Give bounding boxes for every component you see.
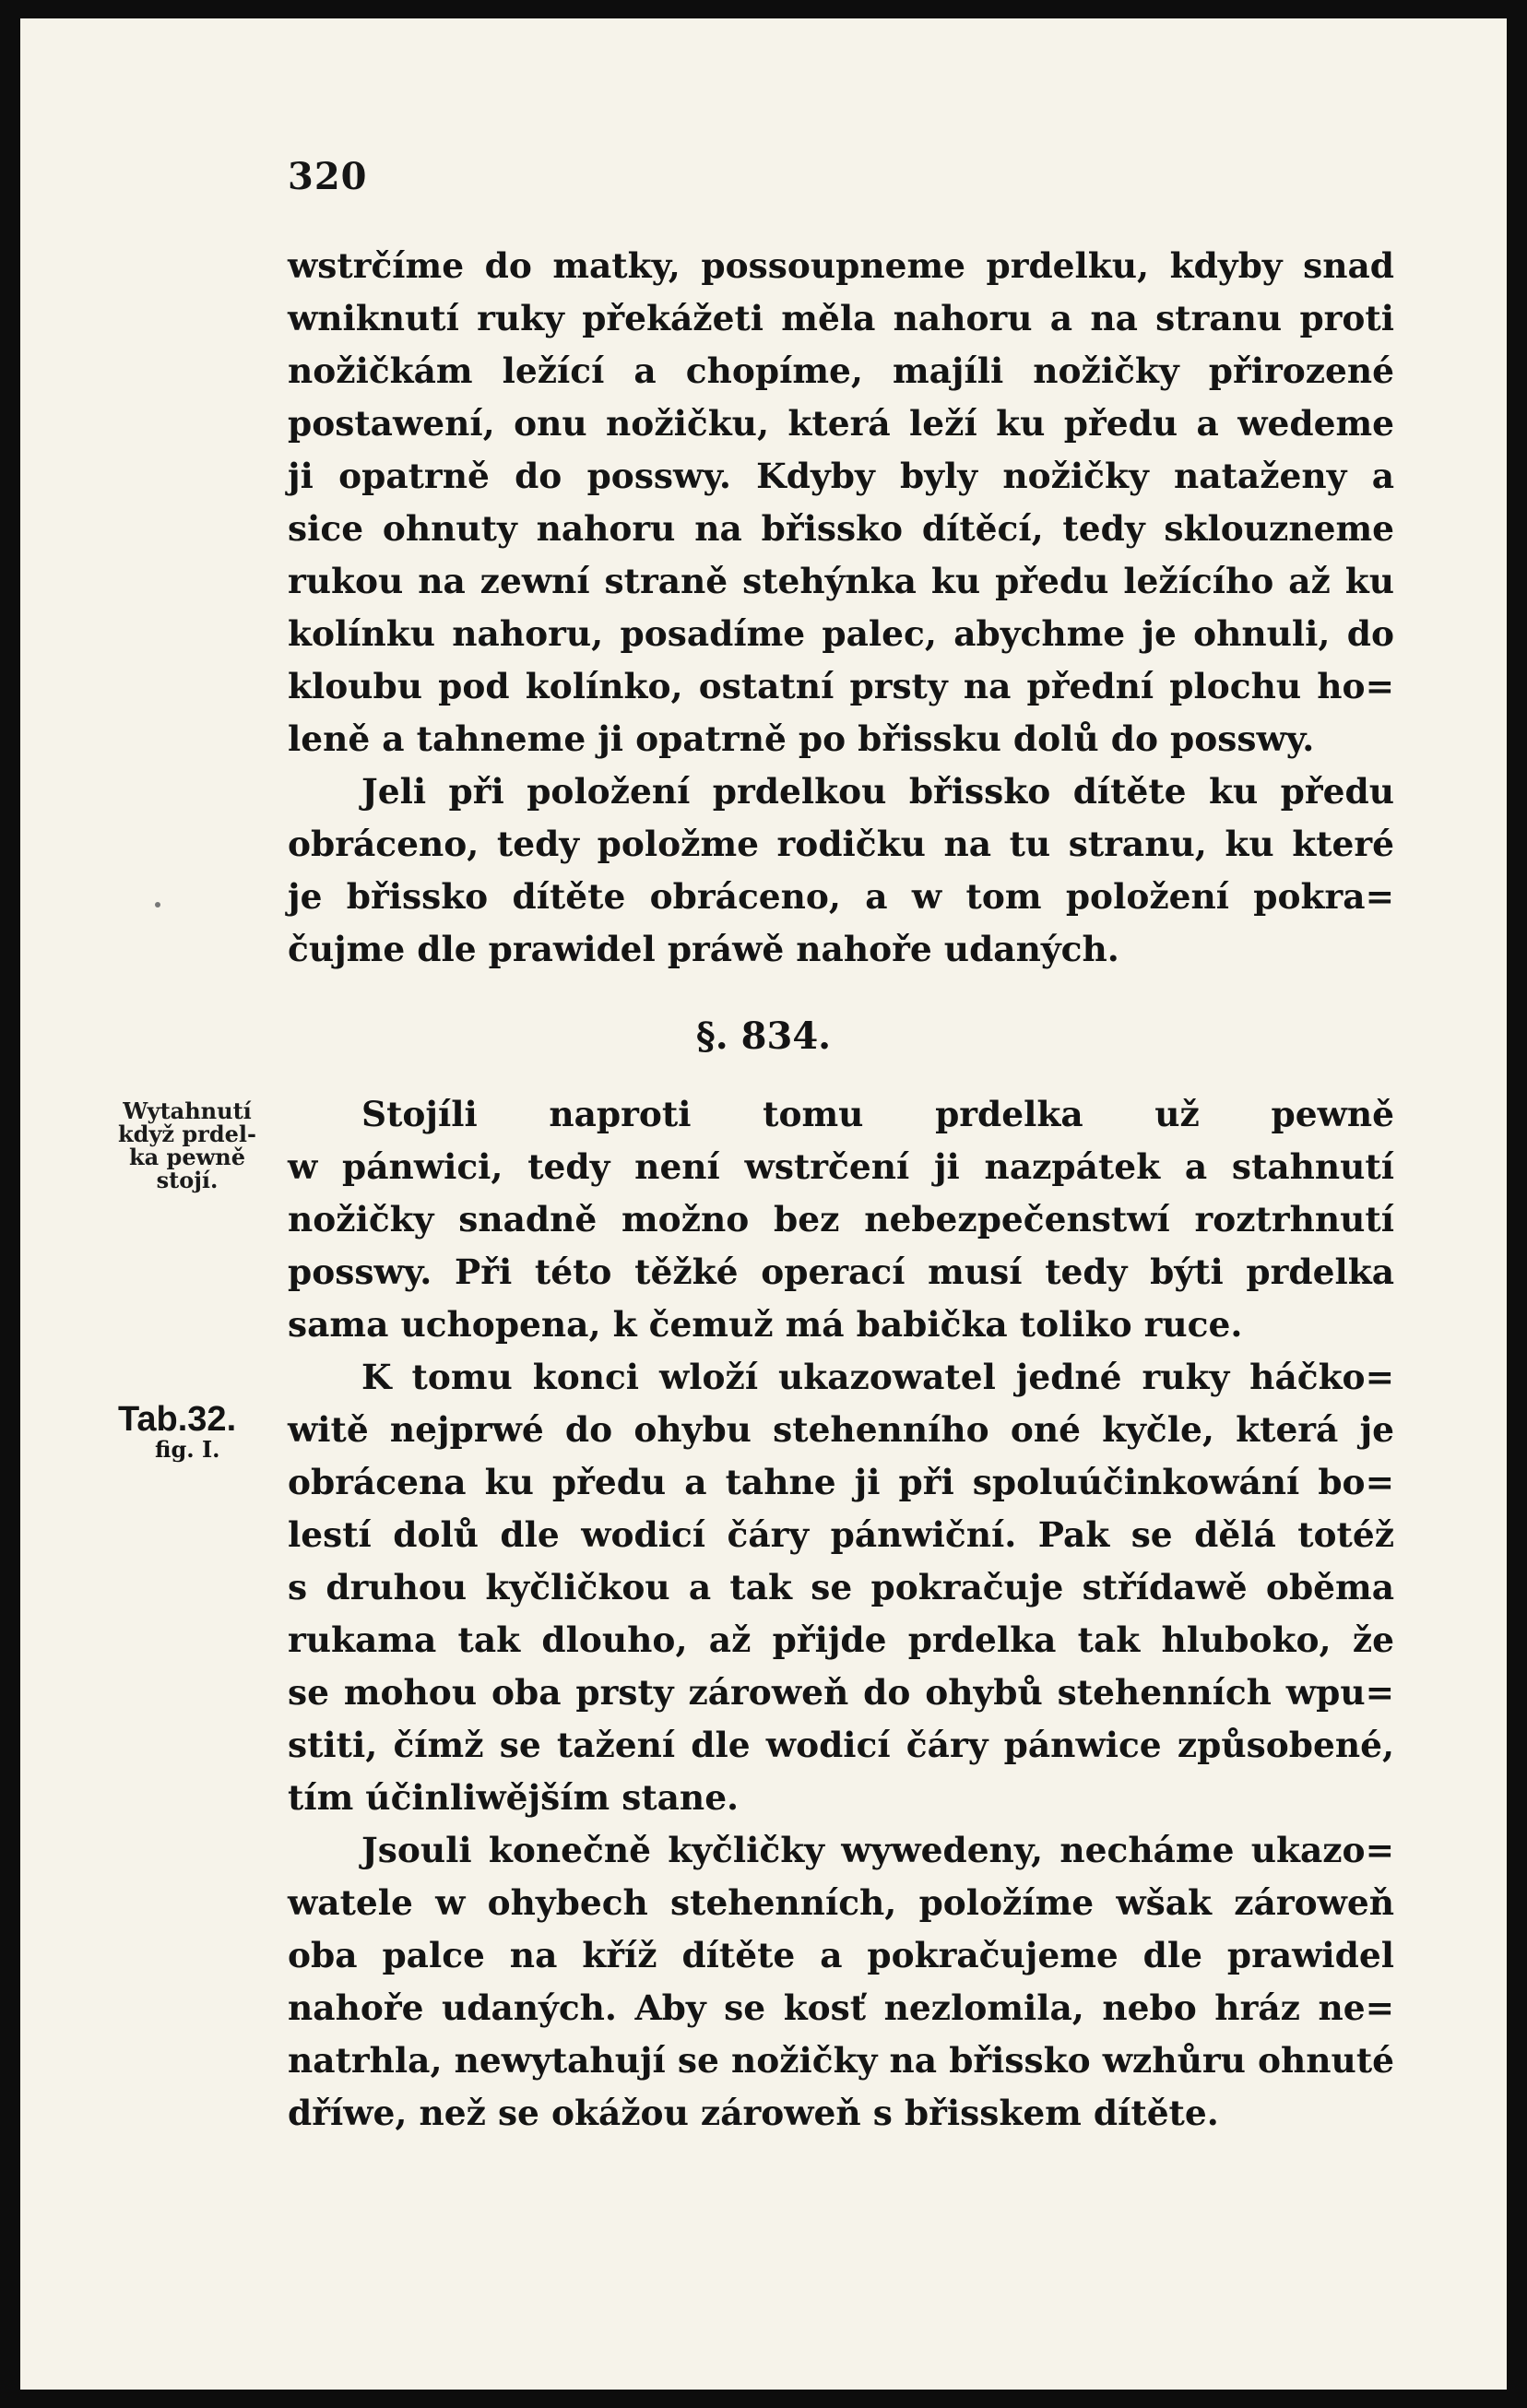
- section-heading: §. 834.: [695, 1014, 832, 1058]
- text-line: sice ohnuty nahoru na břissko dítěcí, tedy sklouzneme: [288, 508, 1394, 549]
- text-line: wniknutí ruky překážeti měla nahoru a na stranu proti: [288, 298, 1394, 338]
- text-line: w pánwici, tedy není wstrčení ji nazpátek a stahnutí: [288, 1146, 1394, 1187]
- text-line: stiti, čímž se tažení dle wodicí čáry pánwice způsobené,: [288, 1725, 1394, 1765]
- text-line: natrhla, newytahují se nožičky na břissko wzhůru ohnuté: [288, 2040, 1394, 2081]
- paragraph-block-2: [288, 1088, 1394, 2140]
- text-line: kolínku nahoru, posadíme palec, abychme je ohnuli, do: [288, 613, 1394, 654]
- text-line: wstrčíme do matky, possoupneme prdelku, kdyby snad: [288, 245, 1394, 286]
- text-line: Jsouli konečně kyčličky wywedeny, necháme ukazo=: [361, 1830, 1394, 1870]
- paper-speck: [155, 902, 160, 907]
- text-line: Jeli při položení prdelkou břissko dítěte ku předu: [361, 771, 1394, 812]
- text-line: je břissko dítěte obráceno, a w tom položení pokra=: [288, 876, 1394, 917]
- text-line: nahoře udaných. Aby se kosť nezlomila, nebo hráz ne=: [288, 1987, 1394, 2028]
- fig-label: fig. I.: [155, 1436, 220, 1463]
- text-line: nožičkám ležící a chopíme, majíli nožičky přirozené: [288, 350, 1394, 391]
- tab-label: Tab.32.: [118, 1400, 237, 1439]
- text-line: witě nejprwé do ohybu stehenního oné kyčle, která je: [288, 1409, 1394, 1450]
- text-line: Stojíli naproti tomu prdelka už pewně: [361, 1094, 1394, 1134]
- margin-note: [118, 1099, 256, 1192]
- text-line: sama uchopena, k čemuž má babička toliko ruce.: [288, 1304, 1243, 1345]
- page-number: 320: [288, 155, 368, 198]
- book-page: [20, 18, 1507, 2390]
- paragraph-4: [288, 1351, 1394, 1824]
- text-line: K tomu konci wloží ukazowatel jedné ruky háčko=: [361, 1357, 1394, 1397]
- text-line: ji opatrně do posswy. Kdyby byly nožičky nataženy a: [288, 456, 1394, 496]
- paragraph-block-1: [288, 240, 1394, 976]
- margin-note-line: když prdel-: [118, 1121, 256, 1147]
- text-line: oba palce na kříž dítěte a pokračujeme dle prawidel: [288, 1935, 1394, 1975]
- text-line: nožičky snadně možno bez nebezpečenstwí roztrhnutí: [288, 1199, 1394, 1240]
- paragraph-5: [288, 1824, 1394, 2140]
- text-line: se mohou oba prsty zároweň do ohybů stehenních wpu=: [288, 1672, 1394, 1713]
- text-line: čujme dle prawidel práwě nahoře udaných.: [288, 929, 1119, 969]
- paragraph-3: [288, 1088, 1394, 1351]
- text-line: rukama tak dlouho, až přijde prdelka tak hluboko, že: [288, 1619, 1394, 1660]
- margin-note-line: Wytahnutí: [123, 1097, 252, 1124]
- text-line: leně a tahneme ji opatrně po břissku dolů do posswy.: [288, 718, 1315, 759]
- paragraph-1: [288, 240, 1394, 765]
- text-line: s druhou kyčličkou a tak se pokračuje střídawě oběma: [288, 1567, 1394, 1607]
- text-line: watele w ohybech stehenních, položíme wšak zároweň: [288, 1882, 1394, 1923]
- text-line: tím účinliwějším stane.: [288, 1777, 740, 1818]
- text-line: postawení, onu nožičku, která leží ku předu a wedeme: [288, 403, 1394, 444]
- text-line: posswy. Při této těžké operací musí tedy býti prdelka: [288, 1251, 1394, 1292]
- text-line: dříwe, než se okážou zároweň s břisskem dítěte.: [288, 2093, 1219, 2133]
- text-line: obráceno, tedy položme rodičku na tu stranu, ku které: [288, 824, 1394, 864]
- text-line: kloubu pod kolínko, ostatní prsty na přední plochu ho=: [288, 666, 1394, 706]
- text-line: lestí dolů dle wodicí čáry pánwiční. Pak se dělá totéž: [288, 1514, 1394, 1555]
- text-line: rukou na zewní straně stehýnka ku předu ležícího až ku: [288, 561, 1394, 601]
- text-line: obrácena ku předu a tahne ji při spoluúčinkowání bo=: [288, 1462, 1394, 1502]
- margin-note-line: stojí.: [156, 1167, 219, 1193]
- paragraph-2: [288, 765, 1394, 976]
- margin-note-line: ka pewně: [129, 1144, 245, 1170]
- plate-reference: [118, 1400, 284, 1463]
